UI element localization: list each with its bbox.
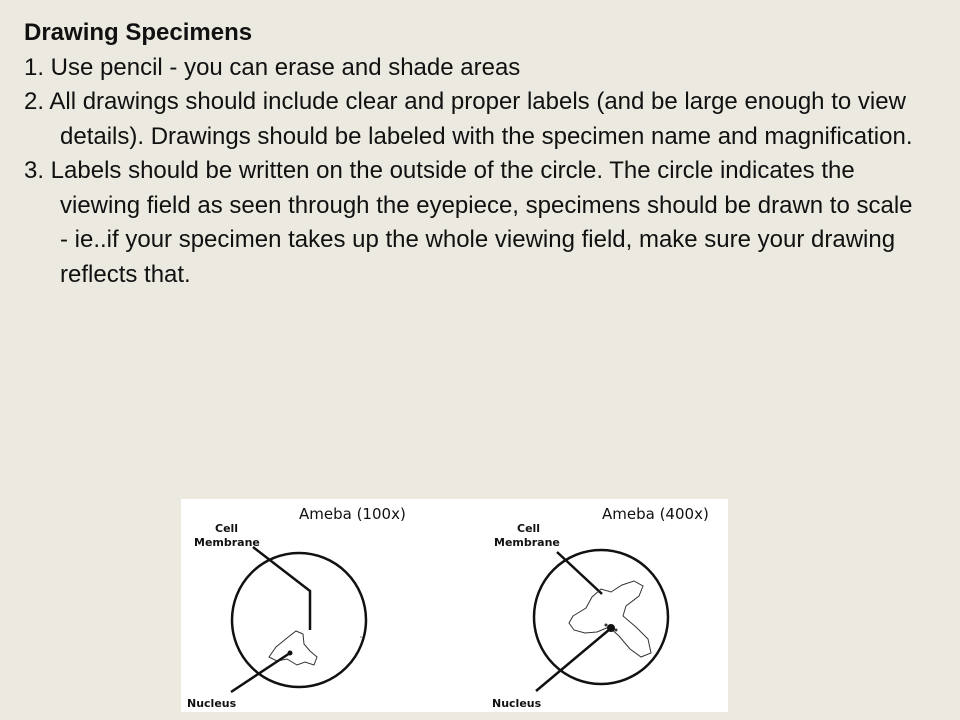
ameba-100x-cell-outline [269,631,317,665]
ameba-400x-nucleus-label: Nucleus [492,697,542,710]
ameba-400x-cell-label: Cell [517,522,541,535]
ameba-drawings-figure [181,499,728,712]
ameba-100x-speck [360,636,362,638]
ameba-400x-drawing [492,505,709,710]
instruction-item-2: 2. All drawings should include clear and proper labels (and be large enough to view details). Drawings should be labeled with the specimen name and magnification. [24,88,913,150]
ameba-400x-nucleus-speck-1 [605,624,608,627]
ameba-100x-viewing-field [232,553,366,687]
ameba-100x-nucleus-label: Nucleus [187,697,237,710]
page-title: Drawing Specimens [24,19,253,46]
ameba-400x-nucleus-pointer [536,629,610,691]
instruction-item-1: 1. Use pencil - you can erase and shade areas [24,53,521,81]
ameba-400x-nucleus-speck-2 [615,629,618,632]
ameba-100x-membrane-pointer [253,547,310,630]
ameba-100x-title: Ameba (100x) [299,505,406,523]
ameba-100x-cell-label: Cell [215,522,239,535]
ameba-100x-nucleus-pointer [231,653,290,692]
instruction-item-3: 3. Labels should be written on the outside of the circle. The circle indicates the viewing field as seen through the eyepiece, specimens should be drawn to scale - ie..if your specimen takes up the whole viewing field, make sure your drawing reflects that. [24,157,913,288]
ameba-100x-drawing [187,505,406,710]
ameba-drawings-svg [181,499,728,712]
instructions-text [24,16,924,292]
ameba-400x-viewing-field [534,550,668,684]
ameba-400x-cell-outline [569,581,651,657]
ameba-400x-membrane-label: Membrane [494,536,560,549]
ameba-100x-membrane-label: Membrane [194,536,260,549]
ameba-400x-membrane-pointer [557,552,602,594]
ameba-400x-title: Ameba (400x) [602,505,709,523]
